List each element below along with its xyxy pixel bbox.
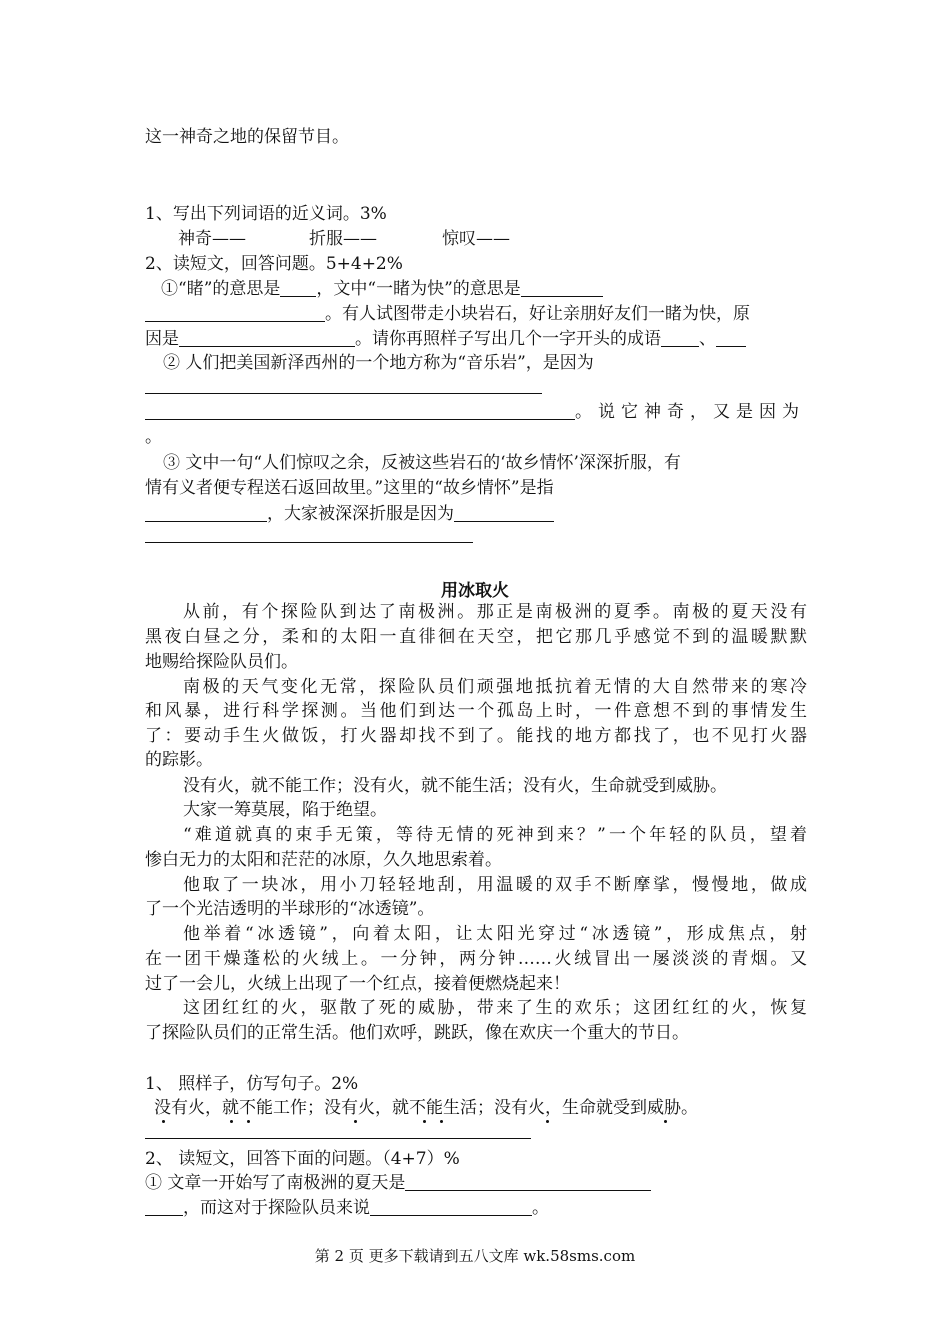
q3-example-text: 没有火，就不能工作；没有火，就不能生活；没有火，生命就受到威胁。 bbox=[154, 1098, 698, 1118]
q2-3-line-1: ③ 文中一句“人们惊叹之余，反被这些岩石的‘故乡情怀’深深折服，有 bbox=[163, 453, 681, 473]
q4-1-text-a: ① 文章一开始写了南极洲的夏天是 bbox=[145, 1173, 406, 1193]
story-line: 和风暴，进行科学探测。当他们到达一个孤岛上时，一件意想不到的事情发生 bbox=[145, 701, 807, 721]
story-line: 黑夜白昼之分，柔和的太阳一直徘徊在天空，把它那几乎感觉不到的温暖默默 bbox=[145, 627, 807, 647]
story-line: 了：要动手生火做饭，打火器却找不到了。能找的地方都找了，也不见打火器 bbox=[145, 726, 807, 746]
q4-heading: 2、 读短文，回答下面的问题。（4+7）% bbox=[145, 1149, 460, 1169]
blank-yiduweikuai-b[interactable] bbox=[145, 304, 325, 322]
story-line: 惨白无力的太阳和茫茫的冰原，久久地思索着。 bbox=[145, 850, 502, 870]
q2-1-text-d: 因是 bbox=[145, 329, 179, 349]
emphasis-dot bbox=[423, 1120, 426, 1123]
story-line: 了探险队员们的正常生活。他们欢呼，跳跃，像在欢庆一个重大的节日。 bbox=[145, 1023, 689, 1043]
story-line: 他举着“冰透镜”，向着太阳，让太阳光穿过“冰透镜”，形成焦点，射 bbox=[183, 924, 807, 944]
blank-summer-description-1[interactable] bbox=[405, 1173, 651, 1191]
emphasis-dot bbox=[440, 1120, 443, 1123]
q2-1-text-b: ，文中“一睹为快”的意思是 bbox=[316, 279, 521, 299]
emphasis-dot bbox=[162, 1120, 165, 1123]
q1-word-2: 折服—— bbox=[309, 229, 377, 249]
q3-heading: 1、 照样子，仿写句子。2% bbox=[145, 1074, 359, 1094]
q2-1-sep: 、 bbox=[699, 329, 716, 349]
story-line: 他取了一块冰，用小刀轻轻地刮，用温暖的双手不断摩挲，慢慢地，做成 bbox=[183, 875, 807, 895]
emphasis-dot bbox=[354, 1120, 357, 1123]
emphasis-dot bbox=[664, 1120, 667, 1123]
blank-imitate-sentence[interactable] bbox=[145, 1138, 531, 1139]
q2-2-line-2 bbox=[145, 401, 807, 423]
story-line: 从前，有个探险队到达了南极洲。那正是南极洲的夏季。南极的夏天没有 bbox=[183, 602, 807, 622]
story-line: 在一团干燥蓬松的火绒上。一分钟，两分钟……火绒冒出一屡淡淡的青烟。又 bbox=[145, 949, 807, 969]
q4-1-line-1 bbox=[145, 1172, 807, 1194]
q2-1-line-3 bbox=[145, 328, 807, 350]
blank-du-meaning[interactable] bbox=[280, 279, 316, 297]
q2-2-text-b: 。说它神奇，又是因为 bbox=[575, 402, 805, 422]
blank-hometown-feeling[interactable] bbox=[145, 504, 267, 522]
emphasis-dot bbox=[247, 1120, 250, 1123]
emphasis-dot bbox=[230, 1120, 233, 1123]
q4-1-text-c: 。 bbox=[532, 1198, 549, 1218]
q2-3-text-c: ，大家被深深折服是因为 bbox=[267, 504, 454, 524]
blank-yiduweikuai-a[interactable] bbox=[521, 279, 603, 297]
q1-word-1: 神奇—— bbox=[178, 229, 246, 249]
story-line: 了一个光洁透明的半球形的“冰透镜”。 bbox=[145, 899, 435, 919]
story-line: “难道就真的束手无策，等待无情的死神到来？”一个年轻的队员，望着 bbox=[183, 825, 807, 845]
q4-1-text-b: ，而这对于探险队员来说 bbox=[183, 1198, 370, 1218]
story-line: 大家一筹莫展，陷于绝望。 bbox=[183, 800, 387, 820]
blank-summer-description-2[interactable] bbox=[145, 1198, 183, 1216]
blank-idiom-2[interactable] bbox=[716, 329, 746, 347]
q2-1-line-2 bbox=[145, 303, 807, 325]
q1-heading: 1、写出下列词语的近义词。3% bbox=[145, 204, 387, 224]
blank-admire-reason-1[interactable] bbox=[454, 504, 554, 522]
q2-heading: 2、读短文，回答问题。5+4+2% bbox=[145, 254, 403, 274]
q3-example bbox=[154, 1097, 816, 1119]
story-line: 没有火，就不能工作；没有火，就不能生活；没有火，生命就受到威胁。 bbox=[183, 776, 727, 796]
blank-reason[interactable] bbox=[179, 329, 355, 347]
q2-1-text-e: 。请你再照样子写出几个一字开头的成语 bbox=[355, 329, 661, 349]
story-line: 过了一会儿，火绒上出现了一个红点，接着便燃烧起来！ bbox=[145, 974, 570, 994]
blank-music-rock-reason-2[interactable] bbox=[145, 402, 575, 420]
q2-3-line-3 bbox=[145, 503, 807, 525]
emphasis-dot bbox=[546, 1120, 549, 1123]
blank-admire-reason-2[interactable] bbox=[145, 542, 473, 543]
q1-word-3: 惊叹—— bbox=[442, 229, 510, 249]
q2-1-text-c: 。有人试图带走小块岩石，好让亲朋好友们一睹为快，原 bbox=[325, 304, 750, 324]
blank-idiom-1[interactable] bbox=[661, 329, 699, 347]
q2-2-line-3: 。 bbox=[145, 427, 162, 447]
q2-1-text-a: ①“睹”的意思是 bbox=[161, 279, 281, 299]
story-line: 的踪影。 bbox=[145, 750, 213, 770]
q2-3-line-2: 情有义者便专程送石返回故里。”这里的“故乡情怀”是指 bbox=[145, 478, 554, 498]
story-line: 这团红红的火，驱散了死的威胁，带来了生的欢乐；这团红红的火，恢复 bbox=[183, 998, 807, 1018]
q2-2-line-1: ② 人们把美国新泽西州的一个地方称为“音乐岩”，是因为 bbox=[163, 353, 594, 373]
q4-1-line-2 bbox=[145, 1197, 807, 1219]
blank-music-rock-reason-1[interactable] bbox=[145, 393, 542, 394]
story-title: 用冰取火 bbox=[441, 581, 509, 601]
blank-meaning-for-team[interactable] bbox=[370, 1198, 532, 1216]
q2-1-line-1 bbox=[161, 278, 823, 300]
story-line: 地赐给探险队员们。 bbox=[145, 652, 298, 672]
top-fragment: 这一神奇之地的保留节目。 bbox=[145, 127, 349, 147]
page-footer: 第 2 页 更多下载请到五八文库 wk.58sms.com bbox=[314, 1247, 636, 1265]
story-line: 南极的天气变化无常，探险队员们顽强地抵抗着无情的大自然带来的寒冷 bbox=[183, 677, 807, 697]
